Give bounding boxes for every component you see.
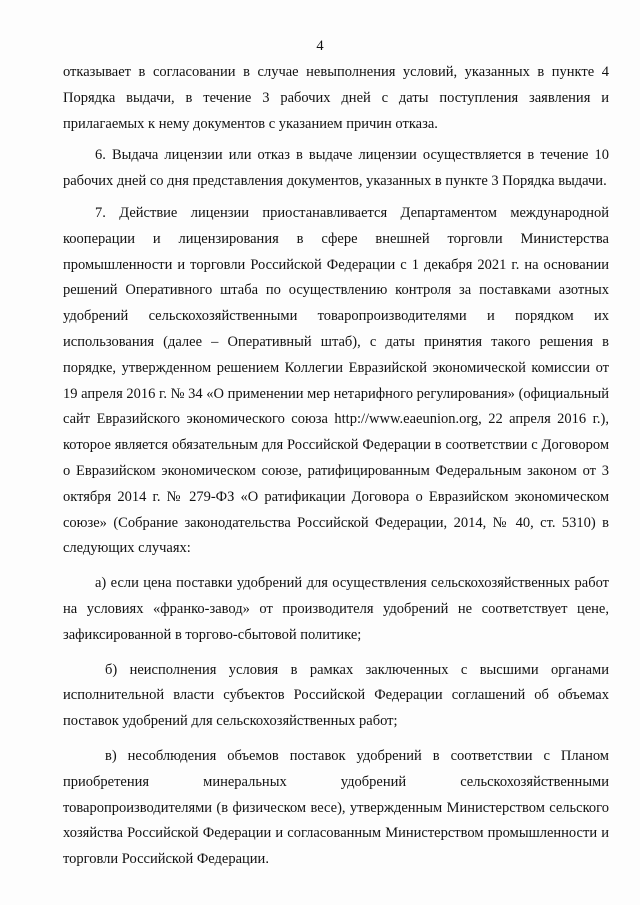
- page-number: 4: [316, 38, 324, 54]
- subparagraph-a: а) если цена поставки удобрений для осуществления сельскохозяйственных работ на условиях «франко-завод» от производителя удобрений не соответствует цене, зафиксированной в торгово-сбытовой политике;: [63, 575, 609, 643]
- paragraph-continuation: отказывает в согласовании в случае невыполнения условий, указанных в пункте 4 Порядка выдачи, в течение 3 рабочих дней с даты поступления заявления и прилагаемых к нему документов с указанием причин отказа.: [63, 64, 609, 132]
- subparagraph-v: в) несоблюдения объемов поставок удобрений в соответствии с Планом приобретения минеральных удобрений сельскохозяйственными товаропроизводителями (в физическом весе), утвержденным Министерством сельского хозяйства Российской Федерации и согласованным Министерством промышленности и торговли Российской Федерации.: [63, 747, 609, 868]
- subparagraph-b: б) неисполнения условия в рамках заключенных с высшими органами исполнительной власти субъектов Российской Федерации соглашений об объемах поставок удобрений для сельскохозяйственных работ;: [63, 661, 609, 730]
- document-body: [63, 60, 609, 873]
- paragraph-item-7: 7. Действие лицензии приостанавливается Департаментом международной кооперации и лицензирования в сфере внешней торговли Министерства промышленности и торговли Российской Федерации с 1 декабря 2021 г. на основании решений Оперативного штаба по осуществлению контроля за поставками азотных удобрений сельскохозяйственными товаропроизводителями и порядком их использования (далее – Оперативный штаб), с даты принятия такого решения в порядке, утвержденном решением Коллегии Евразийской экономической комиссии от 19 апреля 2016 г. № 34 «О применении мер нетарифного регулирования» (официальный сайт Евразийского экономического союза http://www.eaeunion.org, 22 апреля 2016 г.), которое является обязательным для Российской Федерации в соответствии с Договором о Евразийском экономическом союзе, ратифицированным Федеральным законом от 3 октября 2014 г. № 279-ФЗ «О ратификации Договора о Евразийском экономическом союзе» (Собрание законодательства Российской Федерации, 2014, № 40, ст. 5310) в следующих случаях:: [63, 204, 609, 557]
- paragraph-item-6: 6. Выдача лицензии или отказ в выдаче лицензии осуществляется в течение 10 рабочих дней со дня представления документов, указанных в пункте 3 Порядка выдачи.: [63, 147, 609, 190]
